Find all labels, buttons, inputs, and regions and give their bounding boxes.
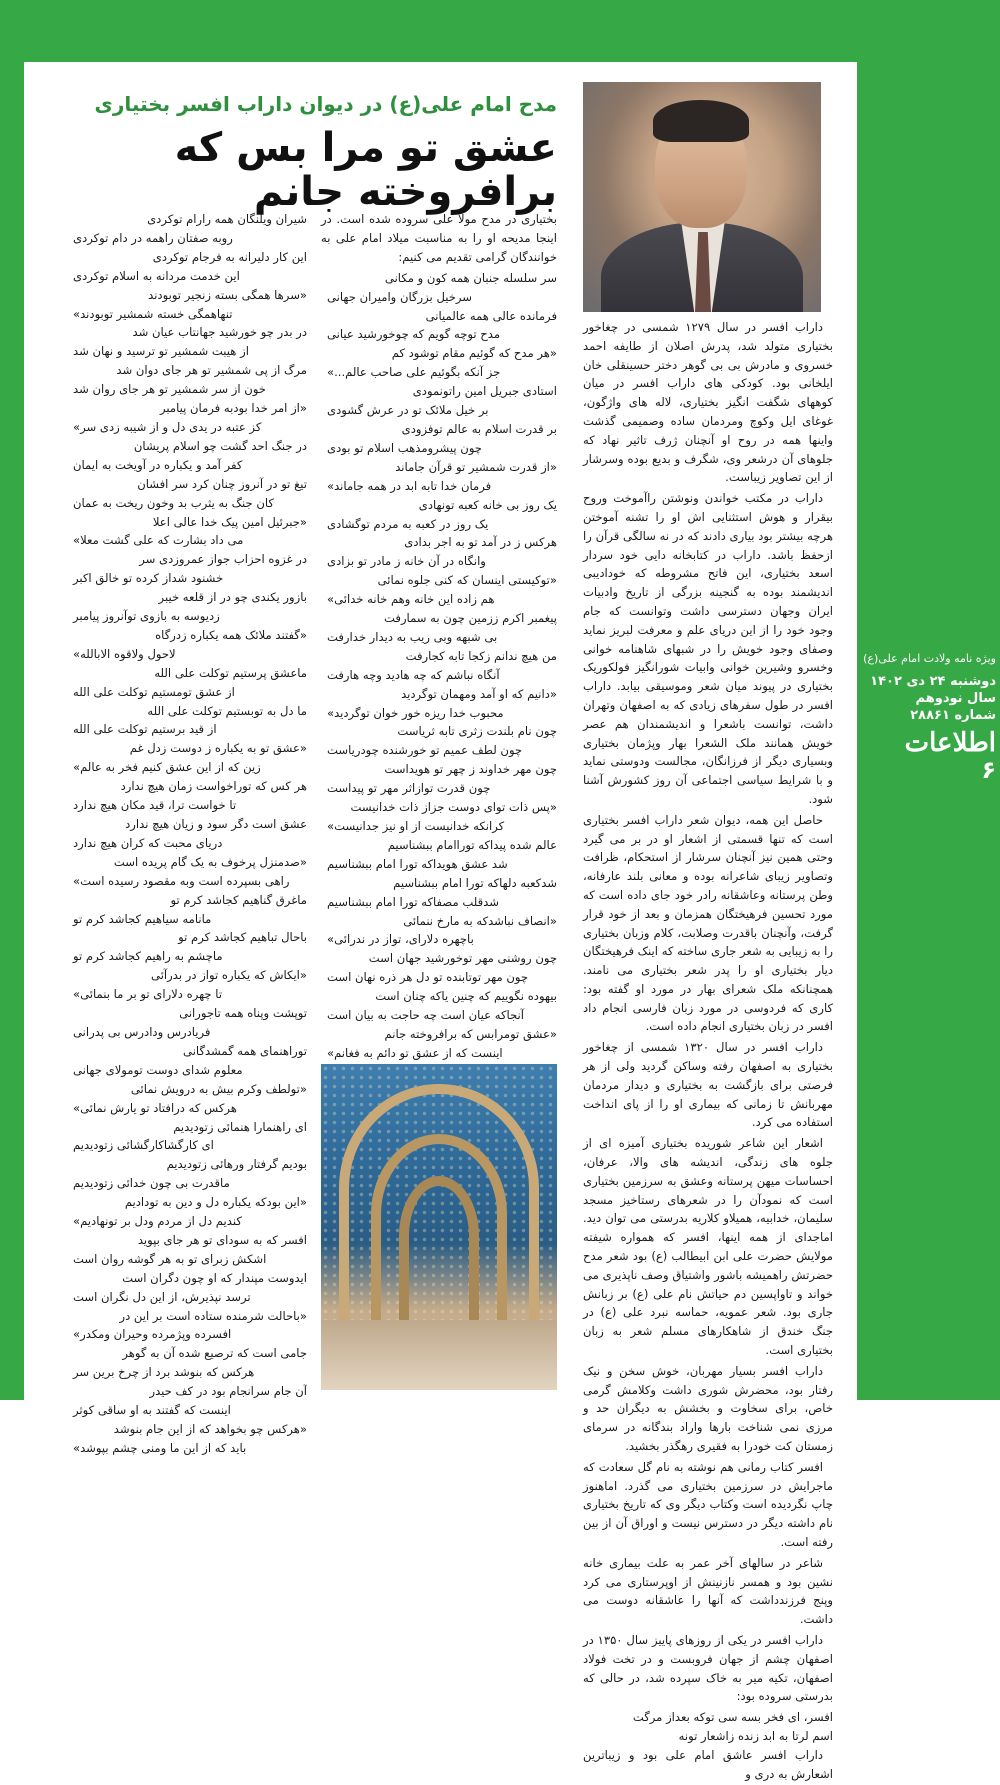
verse-line: ای راهنمارا هنمائی زتودیدیم	[173, 1119, 307, 1134]
verse-line: فریادرس ودادرس بی پدرانی	[73, 1024, 211, 1039]
poem-intro: بختیاری در مدح مولا علی سروده شده است. در اینجا مدیحه او را به مناسبت میلاد امام علی به خوانندگان گرامی تقدیم می کنیم:	[321, 212, 557, 264]
issue-number: شماره ۲۸۸۶۱	[910, 708, 996, 723]
verse-line: مانامه سیاهیم کجاشد کرم تو	[73, 911, 212, 926]
verse-line: سرخیل بزرگان وامیران جهانی	[327, 289, 472, 304]
verse-line: مرگ از پی شمشیر تو هر جای دوان شد	[116, 363, 307, 378]
issue-year: سال نودوهم	[915, 691, 996, 706]
verse-line: «هر مدح که گوئیم مقام توشود کم	[391, 346, 557, 361]
verse-line: «سرها همگی بسته زنجیر توبودند	[148, 287, 307, 302]
verse-line: کان جنگ به یثرب بد وخون ریخت به عمان	[73, 495, 274, 510]
verse-line: «صدمنزل پرخوف به یک گام پریده است	[113, 854, 307, 869]
article-title: عشق تو مرا بس که برافروخته جانم	[174, 125, 557, 215]
newspaper-logo: اطلاعات	[904, 728, 996, 758]
verse-line: این کار دلیرانه به فرجام توکردی	[152, 249, 307, 264]
verse-line: در غزوه احزاب جواز عمروزدی سر	[139, 552, 307, 567]
verse-line: ایدوست مپندار که او چون دگران است	[122, 1270, 307, 1285]
verse-line: اشکش زبرای تو به هر گوشه روان است	[73, 1251, 267, 1266]
verse-line: تنهاهمگی خسته شمشیر توبودند»	[73, 306, 233, 321]
verse-line: «عشق تومرابس که برافروخته جانم	[384, 1026, 557, 1041]
bio-paragraph: داراب افسر در سال ۱۲۷۹ شمسی در چغاخور بختیاری متولد شد، پدرش اصلان از طایفه احمد خسروی و مادرش بی بی گوهر دختر حسینقلی خان ایلخانی بود. کودکی های داراب افسر در میان کوههای شگفت انگیز بختیاری، لاله های واژگون، غوغای ایل وکوچ ومردمان ساده وصمیمی گذشت واینها همه در روح او آنچنان ژرف تاثیر نهاد که جلوهای آن درشعر وی، شگرف و بدیع بوده وسرشار از این تصاویر زیباست.	[583, 320, 833, 485]
verse-line: آنجاکه عیان است چه حاجت به بیان است	[327, 1008, 524, 1023]
verse-line: باید که از این ما ومنی چشم بپوشد»	[73, 1440, 247, 1455]
verse-line: چون نام بلندت زثری تابه ثریاست	[397, 724, 557, 739]
issue-date: دوشنبه ۲۴ دی ۱۴۰۲	[870, 674, 996, 689]
article-subtitle: مدح امام علی(ع) در دیوان داراب افسر بختیاری	[94, 92, 557, 116]
verse-line: از هیبت شمشیر تو ترسید و نهان شد	[73, 344, 249, 359]
verse-line: در بدر چو خورشید جهانتاب عیان شد	[132, 325, 307, 340]
left-green-margin	[0, 0, 24, 1400]
bio-paragraph: شاعر در سالهای آخر عمر به علت بیماری خانه نشین بود و همسر نازنینش از اوپرستاری می کرد وپنج فرزندداشت که آنها را عاشقانه دوست می داشت.	[583, 1555, 833, 1627]
verse-line: «جبرئیل امین پیک خدا عالی اعلا	[152, 514, 307, 529]
verse-line: یک روز بی خانه کعبه تونهادی	[418, 497, 557, 512]
verse-line: «گفتند ملائک همه یکباره زدرگاه	[155, 627, 307, 642]
verse-line: «باحالت شرمنده ستاده است بر این در	[119, 1308, 307, 1323]
verse-line: استادی جبریل امین راتونمودی	[412, 384, 557, 399]
verse-line: «از قدرت شمشیر تو قرآن جاماند	[395, 459, 557, 474]
verse-line: ماعشق پرستیم توکلت علی الله	[154, 665, 307, 680]
verse-line: تا چهره دلارای تو بر ما بنمائی»	[73, 987, 223, 1002]
edition-info	[860, 652, 996, 784]
verse-line: هم زاده این خانه وهم خانه خدائی»	[327, 592, 495, 607]
bio-paragraph: داراب افسر بسیار مهربان، خوش سخن و نیک رفتار بود، محضرش شوری داشت وکلامش گرمی خاص، برای سخاوت و بخشش به دیگران حد و مرزی نمی شناخت بارها واراد بندگانه در سرمای زمستان کت خودرا به فقیری رهگذر بخشید.	[583, 1363, 833, 1454]
poet-portrait-photo	[583, 82, 821, 312]
verse-line: ماغرق گناهیم کجاشد کرم تو	[170, 892, 307, 907]
bio-paragraph: داراب افسر در یکی از روزهای پاییز سال ۱۳۵۰ در اصفهان چشم از جهان فروبست و در تخت فولاد اصفهان، تکیه میر به خاک سپرده شد، در حالی که بدرستی سروده بود:	[583, 1632, 833, 1704]
bio-verse: اسم لرتا به ابد زنده زاشعار تونه	[678, 1728, 833, 1743]
verse-line: آن جام سرانجام بود در کف حیدر	[149, 1384, 307, 1399]
verse-line: یک روز در کعبه به مردم توگشادی	[327, 516, 489, 531]
verse-line: کرانکه خدانیست از او نیز جدانیست»	[327, 819, 505, 833]
bio-closing-text: داراب افسر عاشق امام علی بود و زیباترین اشعارش به دری و	[583, 1747, 833, 1781]
bio-paragraph: داراب در مکتب خواندن ونوشتن راآموخت وروح بیقرار و هوش استثنایی اش او را تشنه آموختن هرچه بیشتر بود بیاری دادند که در نه سالگی قرآن را ازحفظ باشد. داراب در کتابخانه دایی خود سردار اسعد بختیاری، این فاتح مشروطه که خودادیبی اندیشمند بوده به گنجینه بزرگی از تاریخ وادبیات ایران وجهان دسترسی داشت وتوانست که جام وجود خود را از این دریای علم و معرفت لبریز نماید وصفای وجود خویش را در شبهای شاهنامه خوانی وخسرو وشیرین خوانی وابیات شورانگیز فولکوریک بختیاری در پیوند میان شعر وموسیقی بیابد. داراب افسر در طول سفرهای زیادی که به اصفهان وتهران داشت، توانست باشعرا و اندیشمندان هم عصر خویش همانند ملک الشعرا بهار وپژمان بختیاری وبسیاری دیگر از فرزانگان، مجالست ودوستی نماید و با شرایط سیاسی اجتماعی آن روز کشورش آشنا شود.	[583, 491, 833, 806]
verse-list	[67, 210, 307, 1458]
verse-line: این خدمت مردانه به اسلام توکردی	[73, 268, 240, 283]
verse-line: «ایکاش که یکباره تواز در بدرآئی	[151, 968, 307, 983]
verse-line: من هیچ ندانم زکجا تابه کجارفت	[405, 648, 557, 663]
verse-line: زدیوسه به بازوی توآنروز پیامبر	[73, 609, 220, 624]
verse-line: راهی بسپرده است وبه مقصود رسیده است»	[73, 873, 290, 888]
verse-line: «پس ذات توای دوست جزاز ذات خدانیست	[350, 800, 557, 815]
poem-column-left	[67, 210, 307, 1458]
verse-line: از عشق تومستیم توکلت علی الله	[73, 684, 235, 699]
verse-line: ما دل به توبستیم توکلت علی الله	[147, 703, 307, 718]
verse-line: چون مهر خداوند ز چهر تو هویداست	[384, 762, 557, 777]
verse-line: مدح توچه گویم که چوخورشید عیانی	[327, 327, 501, 342]
verse-line: وانگاه در آن خانه ز مادر تو بزادی	[327, 554, 486, 569]
verse-line: خشنود شداز کرده تو خالق اکبر	[73, 571, 224, 586]
verse-line: «از امر خدا بودبه فرمان پیامبر	[159, 401, 307, 416]
verse-line: کفر آمد و یکباره در آویخت به ایمان	[73, 457, 243, 472]
verse-line: معلوم شدای دوست تومولای جهانی	[73, 1062, 243, 1077]
verse-line: «هرکس چو بخواهد که از این جام بنوشد	[113, 1422, 307, 1436]
verse-line: بی شبهه وبی ریب به دیدار خدارفت	[327, 629, 498, 644]
verse-line: هرکس که بنوشد برد از چرخ برین سر	[73, 1365, 255, 1380]
verse-line: «انصاف نباشدکه به مارخ ننمائی	[403, 913, 557, 928]
verse-line: اینست که از عشق تو دائم به فغانم»	[327, 1045, 503, 1060]
verse-line: عالم شده پیداکه توراامام ببشناسیم	[387, 837, 557, 852]
verse-line: اینست که گفتند به او ساقی کوثر	[73, 1403, 231, 1418]
verse-line: روبه صفتان راهمه در دام توکردی	[73, 230, 233, 245]
verse-line: بر خیل ملائک تو در عرش گشودی	[327, 403, 489, 418]
verse-line: چون قدرت توازاثر مهر تو پیداست	[327, 781, 491, 796]
verse-line: «دانیم که او آمد ومهمان توگردید	[401, 686, 557, 701]
verse-line: شدکعبه دلهاکه تورا امام ببشناسیم	[393, 875, 557, 890]
verse-line: «عشق تو به یکباره ز دوست زدل غم	[129, 741, 307, 756]
verse-line: در جنگ احد گشت چو اسلام پریشان	[133, 438, 307, 453]
top-green-band	[0, 0, 1000, 62]
verse-line: شد عشق هویداکه تورا امام ببشناسیم	[327, 856, 508, 871]
verse-line: «این بودکه یکباره دل و دین به تودادیم	[124, 1195, 307, 1210]
mosque-arches-photo	[321, 1064, 557, 1390]
verse-line: سر سلسله جنبان همه کون و مکانی	[384, 270, 557, 285]
poem-column-middle	[321, 210, 557, 1176]
verse-line: توپشت وپناه همه تاجورانی	[179, 1006, 307, 1021]
verse-line: باچهره دلارای، تواز در ندرائی»	[327, 932, 474, 947]
verse-line: باحال تباهیم کجاشد کرم تو	[178, 930, 307, 945]
verse-line: فرمان خدا تابه ابد در همه جاماند»	[327, 478, 492, 493]
right-green-margin	[857, 0, 1000, 1400]
bio-verse: افسر، ای فخر بسه سی توکه بعداز مرگت	[632, 1710, 833, 1725]
bio-paragraph: افسر کتاب رمانی هم نوشته به نام گل سعادت که ماجرایش در سرزمین بختیاری می گذرد. اماهنوز چاپ نگردیده است وکتاب دیگر وی که تاریخ بختیاری نام داشته دیگر در دسترس نیست و اوراق آن از بین رفته است.	[583, 1459, 833, 1549]
verse-line: فرمانده عالی همه عالمیانی	[425, 308, 557, 323]
verse-line: هر کس که توراخواست زمان هیچ ندارد	[120, 779, 307, 794]
verse-line: ای کارگشاکارگشائی زتودیدیم	[73, 1138, 214, 1153]
verse-line: تا خواست ترا، قید مکان هیچ ندارد	[73, 798, 237, 813]
bio-paragraph: حاصل این همه، دیوان شعر داراب افسر بختیاری است که تنها قسمتی از اشعار او در بر می گیرد وحتی همین نیز آنچنان سرشار از استحکام، ظرافت وتصاویر زیبای شاعرانه بوده و معانی بلند عارفانه، وطن پرستانه وعاشقانه رادر خود جای داده است که مورد تحسین فرهیختگان همزمان و بعد از خود قرار گرفت، وآنچنان باقدرت وصلابت، کلام وزبان بختیاری را به زیبایی به شعر جاری ساخته که اینک فرهیختگان دیار بختیاری او را پدر شعر بختیاری می نامند. همچنانکه ملک شعرای بهار در مورد او گفته بود: کاری که فردوسی در مورد زبان فارسی انجام داد افسر در زبان بختیاری انجام داده است.	[583, 812, 833, 1034]
page-number: ۶	[981, 756, 996, 784]
verse-line: چون روشنی مهر توخورشید جهان است	[368, 951, 557, 966]
verse-line: ماچشم به راهیم کجاشد کرم تو	[73, 949, 223, 964]
verse-line: دریای محبت که کران هیچ ندارد	[73, 835, 223, 850]
verse-line: جز آنکه بگوئیم علی صاحب عالم...»	[327, 365, 501, 380]
verse-line: افسرده وپژمرده وحیران ومکدر»	[73, 1327, 232, 1342]
verse-line: «تولطف وکرم بیش به درویش نمائی	[130, 1081, 307, 1096]
verse-line: زین که از این عشق کنیم فخر به عالم»	[73, 760, 261, 775]
verse-line: از قید برستیم توکلت علی الله	[73, 722, 217, 737]
verse-list	[321, 269, 557, 1177]
verse-line: بر قدرت اسلام به عالم توفزودی	[401, 421, 557, 436]
bio-paragraph: داراب افسر در سال ۱۳۲۰ شمسی از چغاخور بختیاری به اصفهان رفته وساکن گردید ولی از هر فرصتی برای بازگشت به بختیاری و دیدار مردمان مهربانش تا زمانی که بیماری او را از پای انداخت استفاده می کرد.	[583, 1040, 833, 1130]
verse-line: هرکس ز در آمد تو به اجر بدادی	[404, 535, 557, 550]
verse-line: کز عتبه در یدی دل و از شیبه زدی سر»	[73, 419, 262, 434]
verse-line: می داد بشارت که علی گشت معلا»	[73, 533, 244, 548]
verse-line: چون مهر توتابنده تو دل هر ذره نهان است	[327, 970, 529, 985]
verse-line: شیران ویلنگان همه رارام توکردی	[147, 212, 307, 226]
article-page	[24, 62, 857, 1781]
bio-paragraph: اشعار این شاعر شوریده بختیاری آمیزه ای از جلوه های زندگی، اندیشه های والا، عرفان، احساسات میهن پرستانه وعشق به سرزمین بختیاری است که نمودآن را در شعرهای رستاخیز مسجد سلیمان، خدابیه، همیلاو کلاریه بدرستی می توان دید. اماجدای از همه اینها، افسر که همواره شیفته مولایش حضرت علی ابن ابیطالب (ع) بود شعر مدح حضرتش راهمیشه باشور واشتیاق وصف ناپذیری می خواند و تاواپسین دم حیاتش نام علی (ع) بر زبانش جاری بود. شعر عمویه، حماسه نبرد علی (ع) در جنگ خندق از شاهکارهای مسلم شعر به زبان بختیاری است.	[583, 1136, 833, 1358]
verse-line: تیغ تو در آنروز چنان کرد سر افشان	[137, 476, 307, 491]
verse-line: ترسد نپذیرش، از این دل نگران است	[73, 1289, 251, 1304]
verse-line: چون پیشرومذهب اسلام تو بودی	[327, 440, 482, 455]
verse-line: کندیم دل از مردم ودل بر تونهادیم»	[73, 1214, 242, 1229]
verse-line: خون از سر شمشیر تو هر جای روان شد	[73, 382, 266, 397]
verse-line: آنگاه نباشم که چه هادید وچه هارفت	[327, 667, 500, 682]
verse-line: افسر که به سودای تو هر جای بپوید	[137, 1232, 307, 1247]
verse-line: بازور یکندی چو در از قلعه خیبر	[158, 590, 307, 605]
verse-line: لاحول ولاقوه الابالله»	[73, 646, 176, 661]
verse-line: عشق است دگر سود و زیان هیچ ندارد	[125, 817, 307, 831]
verse-line: ماقدرت بی چون خدائی زتودیدیم	[73, 1176, 230, 1191]
verse-line: «توکیستی اینسان که کنی جلوه نمائی	[377, 573, 557, 588]
verse-line: چون لطف عمیم تو خورشنده چودریاست	[327, 743, 523, 758]
verse-line: هرکس که درافتاد تو یارش نمائی»	[73, 1100, 237, 1115]
verse-line: پیغمبر اکرم ززمین چون به سمارفت	[384, 611, 557, 626]
supplement-label: ویژه نامه ولادت امام علی(ع)	[863, 652, 996, 665]
verse-line: محبوب خدا ریزه خور خوان توگردید»	[327, 705, 504, 720]
verse-line: جامی است که ترصیع شده آن به گوهر	[122, 1346, 307, 1361]
biography-column	[583, 318, 833, 1785]
verse-line: توراهنمای همه گمشدگانی	[183, 1043, 307, 1058]
verse-line: بودیم گرفتار ورهائی زتودیدیم	[166, 1157, 307, 1172]
verse-line: بیهوده نگوییم که چنین یاکه چنان است	[375, 989, 557, 1004]
verse-line: شدقلب مصفاکه تورا امام ببشناسیم	[327, 894, 499, 909]
